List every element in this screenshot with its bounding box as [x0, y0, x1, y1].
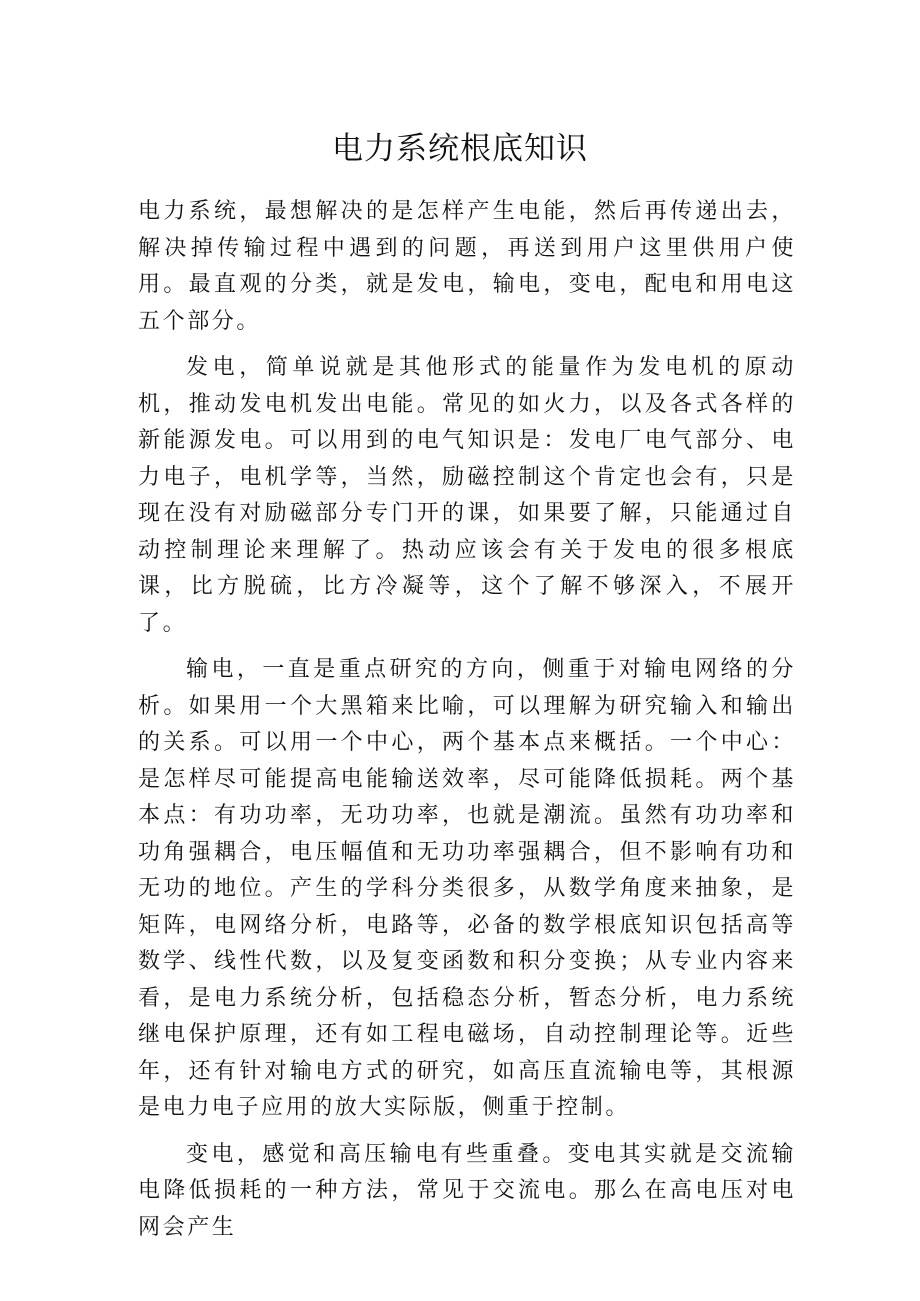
document-title: 电力系统根底知识: [332, 131, 588, 167]
paragraph-transformation: 变电，感觉和高压输电有些重叠。变电其实就是交流输电降低损耗的一种方法，常见于交流电。那么在高电压对电网会产生: [138, 1141, 796, 1240]
document-body: [138, 194, 796, 1256]
paragraph-intro: 电力系统，最想解决的是怎样产生电能，然后再传递出去，解决掉传输过程中遇到的问题，再送到用户这里供用户使用。最直观的分类，就是发电，输电，变电，配电和用电这五个部分。: [138, 199, 796, 334]
paragraph-transmission: 输电，一直是重点研究的方向，侧重于对输电网络的分析。如果用一个大黑箱来比喻，可以理解为研究输入和输出的关系。可以用一个中心，两个基本点来概括。一个中心：是怎样尽可能提高电能输送效率，尽可能降低损耗。两个基本点：有功功率，无功功率，也就是潮流。虽然有功功率和功角强耦合，电压幅值和无功功率强耦合，但不影响有功和无功的地位。产生的学科分类很多，从数学角度来抽象，是矩阵，电网络分析，电路等，必备的数学根底知识包括高等数学、线性代数，以及复变函数和积分变换；从专业内容来看，是电力系统分析，包括稳态分析，暂态分析，电力系统继电保护原理，还有如工程电磁场，自动控制理论等。近些年，还有针对输电方式的研究，如高压直流输电等，其根源是电力电子应用的放大实际版，侧重于控制。: [138, 657, 796, 1120]
paragraph-generation: 发电，简单说就是其他形式的能量作为发电机的原动机，推动发电机发出电能。常见的如火力，以及各式各样的新能源发电。可以用到的电气知识是：发电厂电气部分、电力电子，电机学等，当然，励磁控制这个肯定也会有，只是现在没有对励磁部分专门开的课，如果要了解，只能通过自动控制理论来理解了。热动应该会有关于发电的很多根底课，比方脱硫，比方冷凝等，这个了解不够深入，不展开了。: [138, 355, 796, 636]
